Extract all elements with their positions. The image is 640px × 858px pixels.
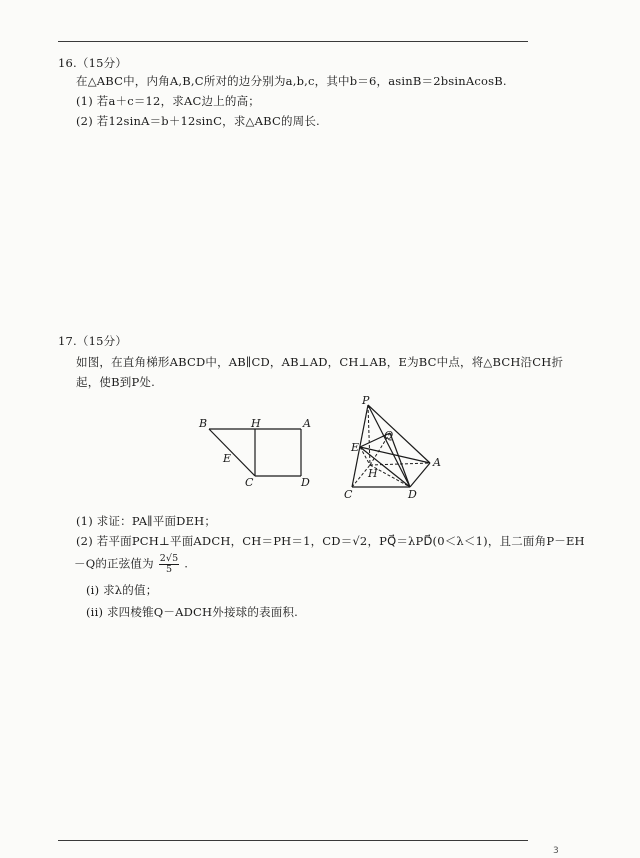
label-P: P (362, 395, 370, 407)
page-number: 3 (553, 846, 559, 856)
q17-part-i: (i) 求λ的值； (86, 583, 158, 597)
q16-number: 16.（15分） (58, 56, 128, 70)
label-B: B (199, 417, 208, 430)
label-Q: Q (384, 429, 394, 442)
label-A: A (433, 456, 441, 469)
label-A: A (303, 417, 311, 430)
label-E: E (351, 441, 360, 454)
q17-number: 17.（15分） (58, 334, 128, 348)
q17-part-ii: (ii) 求四棱锥Q－ADCH外接球的表面积. (86, 605, 299, 619)
trapezoid-edge-CB (209, 429, 255, 476)
label-E: E (223, 452, 232, 465)
q17-part2-prefix: －Q的正弦值为 (74, 556, 154, 571)
pyr-hidden-HA (370, 463, 430, 465)
q17-part2-suffix: . (184, 556, 189, 571)
q16-stem: 在△ABC中，内角A,B,C所对的边分别为a,b,c，其中b＝6，asinB＝2bsinAcosB. (76, 74, 507, 88)
fraction-numerator: 2√5 (159, 553, 179, 564)
q17-stem-line2: 起，使B到P处. (76, 375, 155, 389)
q16-part1: (1) 若a＋c＝12，求AC边上的高； (76, 94, 260, 108)
figure-pyramid (338, 395, 453, 505)
figure-trapezoid (195, 410, 325, 490)
q16-part2: (2) 若12sinA＝b＋12sinC，求△ABC的周长. (76, 114, 320, 128)
label-D: D (408, 488, 417, 501)
label-D: D (301, 476, 310, 489)
q17-part1: (1) 求证：PA∥平面DEH； (76, 514, 217, 528)
pyr-edge-DA (410, 463, 430, 487)
label-C: C (245, 476, 254, 489)
q17-part2-line2 (74, 554, 188, 575)
pyr-edge-PA (368, 405, 430, 463)
top-rule (58, 41, 528, 42)
q17-fraction (159, 554, 180, 575)
label-H: H (368, 467, 378, 480)
label-C: C (344, 488, 353, 501)
bottom-rule (58, 840, 528, 841)
q17-part2-line1: (2) 若平面PCH⊥平面ADCH，CH＝PH＝1，CD＝√2，PQ⃗＝λPD⃗(0＜λ＜1)，且二面角P－EH (76, 534, 585, 548)
label-H: H (251, 417, 261, 430)
pyr-hidden-PH (368, 405, 370, 465)
fraction-denominator: 5 (165, 564, 173, 575)
q17-stem-line1: 如图，在直角梯形ABCD中，AB∥CD，AB⊥AD，CH⊥AB，E为BC中点，将△BCH沿CH折 (76, 355, 564, 369)
pyr-hidden-EH (360, 447, 370, 465)
